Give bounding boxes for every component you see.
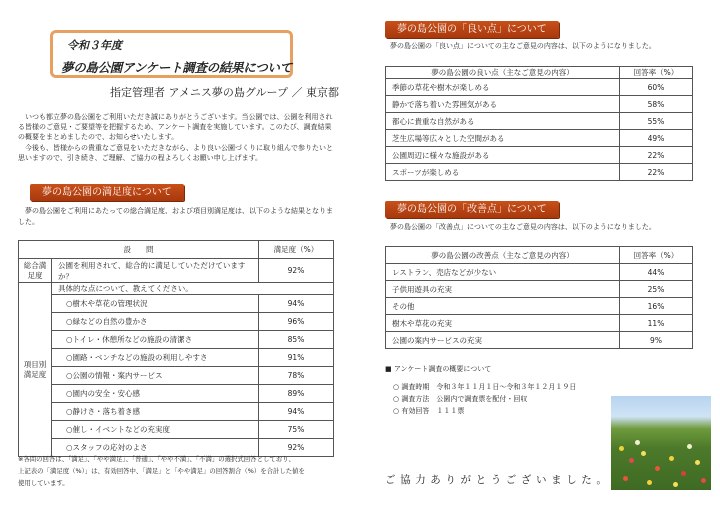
table-row: 季節の草花や樹木が楽しめる 60% — [386, 79, 693, 96]
table-row: 公園周辺に様々な施設がある 22% — [386, 147, 693, 164]
satisfaction-desc: 夢の島公園をご利用にあたっての総合満足度、および項目別満足度は、以下のような結果となりました。 — [18, 207, 333, 226]
table-row: 樹木や草花の充実 11% — [386, 315, 693, 332]
title-year: 令和３年度 — [67, 39, 122, 52]
table-row: ○公園の情報・案内サービス 78% — [19, 367, 334, 385]
survey-overview — [385, 363, 576, 417]
park-photo — [611, 396, 711, 490]
survey-valid: ○ 有効回答 １１１票 — [393, 407, 465, 415]
title-box — [50, 30, 293, 78]
footnote: ※各問の回答は、「満足」、「やや満足」、「普通」、「やや不満」、「不満」の選択式回答としており、 上記表の「満足度（%）」は、有効回答中、「満足」と「やや満足」の回答割合（%）を合計した値を 使用しています。 — [18, 455, 305, 487]
col-header-item: 夢の島公園の良い点（主なご意見の内容） — [386, 67, 620, 79]
table-row: レストラン、売店などが少ない 44% — [386, 264, 693, 281]
intro-paragraph: 今後も、皆様からの貴重なご意見をいただきながら、より良い公園づくりに取り組んで参りたいと思いますので、引き続き、ご理解、ご協力の程よろしくお願い申し上げます。 — [18, 143, 333, 162]
survey-period: ○ 調査時期 令和３年１１月１日～令和３年１２月１９日 — [393, 383, 577, 391]
table-row: スポーツが楽しめる 22% — [386, 164, 693, 181]
overall-question: 公園を利用されて、総合的に満足していただけていますか？ — [52, 259, 259, 283]
col-header-pct: 回答率（%） — [620, 247, 693, 264]
table-row: ○スタッフの応対のよさ 92% — [19, 439, 334, 457]
table-row: 公園の案内サービスの充実 9% — [386, 332, 693, 349]
table-row: ○園路・ベンチなどの施設の利用しやすさ 91% — [19, 349, 334, 367]
detail-group-label: 項目別満足度 — [19, 283, 52, 457]
table-row: ○樹木や草花の管理状況 94% — [19, 295, 334, 313]
page-title: 夢の島公園アンケート調査の結果について — [61, 60, 292, 75]
overall-pct: 92% — [259, 259, 334, 283]
overall-group-label: 総合満足度 — [19, 259, 52, 283]
table-row: ○トイレ・休憩所などの施設の清潔さ 85% — [19, 331, 334, 349]
good-heading: 夢の島公園の「良い点」について — [385, 21, 559, 38]
table-row: その他 16% — [386, 298, 693, 315]
col-header-item: 設 問 — [19, 241, 259, 259]
col-header-pct: 満足度（%） — [259, 241, 334, 259]
improve-desc: 夢の島公園の「改善点」についての主なご意見の内容は、以下のようになりました。 — [390, 223, 656, 231]
table-row: ○園内の安全・安心感 89% — [19, 385, 334, 403]
manager-line: 指定管理者 アメニス夢の島グループ ／ 東京都 — [110, 86, 339, 99]
table-row: 子供用遊具の充実 25% — [386, 281, 693, 298]
table-row: 静かで落ち着いた雰囲気がある 58% — [386, 96, 693, 113]
satisfaction-heading: 夢の島公園の満足度について — [30, 184, 184, 201]
good-desc: 夢の島公園の「良い点」についての主なご意見の内容は、以下のようになりました。 — [390, 42, 656, 50]
table-row: ○静けさ・落ち着き感 94% — [19, 403, 334, 421]
thanks-message: ご協力ありがとうございました。 — [385, 474, 612, 486]
table-row: ○催し・イベントなどの充実度 75% — [19, 421, 334, 439]
table-row: 都心に貴重な自然がある 55% — [386, 113, 693, 130]
survey-heading: ■ アンケート調査の概要について — [385, 365, 492, 373]
intro-paragraph: いつも都立夢の島公園をご利用いただき誠にありがとうございます。当公園では、公園を利用される皆様のご意見・ご要望等を把握するため、アンケート調査を実施しています。このたび、調査結果の概要をまとめましたので、お知らせいたします。 — [18, 113, 333, 142]
intro-text — [18, 112, 338, 163]
survey-method: ○ 調査方法 公園内で調査票を配付・回収 — [393, 395, 528, 403]
col-header-pct: 回答率（%） — [620, 67, 693, 79]
table-row: ○緑などの自然の豊かさ 96% — [19, 313, 334, 331]
col-header-item: 夢の島公園の改善点（主なご意見の内容） — [386, 247, 620, 264]
improve-heading: 夢の島公園の「改善点」について — [385, 201, 559, 218]
detail-intro: 具体的な点について、教えてください。 — [52, 283, 334, 295]
satisfaction-table — [18, 240, 334, 457]
improve-table — [385, 246, 693, 349]
good-table — [385, 66, 693, 181]
table-row: 芝生広場等広々とした空間がある 49% — [386, 130, 693, 147]
